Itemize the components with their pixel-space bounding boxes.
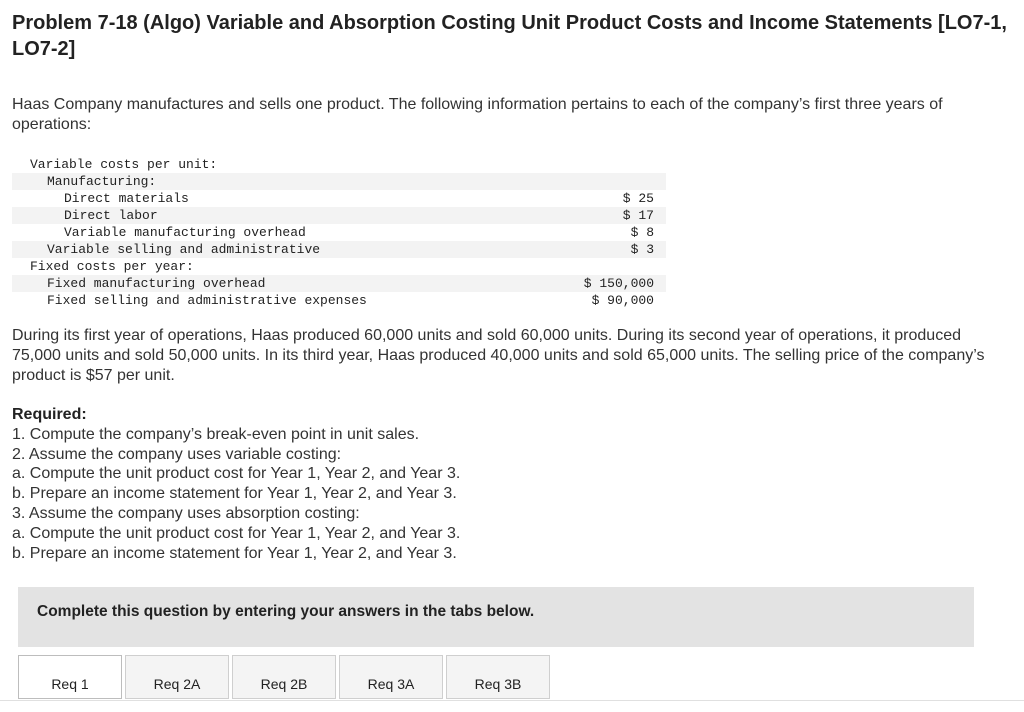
operations-paragraph: During its first year of operations, Haas produced 60,000 units and sold 60,000 units. During its second year of operations, it produced 75,000 units and sold 50,000 units. In its third year, Haas produced 40,000 units and sold 65,000 units. The selling price of the company’s product is $57 per unit.: [12, 327, 985, 384]
required-item: b. Prepare an income statement for Year 1, Year 2, and Year 3.: [12, 544, 457, 562]
required-heading: Required:: [12, 406, 87, 423]
fixed-costs-header: Fixed costs per year:: [30, 259, 194, 274]
table-row: [12, 275, 666, 292]
required-item: 1. Compute the company’s break-even point in unit sales.: [12, 425, 420, 443]
table-row: [12, 224, 666, 241]
tab-req-3b[interactable]: Req 3B: [446, 655, 550, 699]
intro-text: Haas Company manufactures and sells one product. The following information pertains to each of the company’s first three years of operations:: [12, 96, 943, 133]
required-item: b. Prepare an income statement for Year 1, Year 2, and Year 3.: [12, 485, 457, 503]
variable-mfg-overhead-label: Variable manufacturing overhead: [64, 225, 306, 240]
table-row: [12, 258, 666, 275]
variable-sga-label: Variable selling and administrative: [47, 242, 321, 257]
table-row: [12, 207, 666, 224]
tab-req-1[interactable]: Req 1: [18, 655, 122, 699]
variable-mfg-overhead-value: $ 8: [630, 225, 654, 240]
instruction-text: Complete this question by entering your answers in the tabs below.: [37, 603, 535, 620]
variable-costs-header: Variable costs per unit:: [30, 157, 218, 172]
divider: [0, 700, 1024, 701]
required-item: 2. Assume the company uses variable costing:: [12, 445, 342, 463]
tab-req-2b[interactable]: Req 2B: [232, 655, 336, 699]
direct-labor-label: Direct labor: [64, 208, 158, 223]
tab-req-3a[interactable]: Req 3A: [339, 655, 443, 699]
fixed-mfg-overhead-value: $ 150,000: [583, 276, 654, 291]
direct-materials-value: $ 25: [622, 191, 654, 206]
required-section: [12, 405, 712, 563]
problem-title: Problem 7-18 (Algo) Variable and Absorption Costing Unit Product Costs and Income Statements [LO7-1, LO7-2]: [12, 12, 1007, 60]
manufacturing-header: Manufacturing:: [47, 174, 157, 189]
required-item: a. Compute the unit product cost for Year 1, Year 2, and Year 3.: [12, 524, 461, 542]
table-row: [12, 156, 666, 173]
tab-req-2a[interactable]: Req 2A: [125, 655, 229, 699]
direct-labor-value: $ 17: [622, 208, 654, 223]
fixed-mfg-overhead-label: Fixed manufacturing overhead: [47, 276, 266, 291]
variable-sga-value: $ 3: [630, 242, 654, 257]
table-row: [12, 190, 666, 207]
table-row: [12, 173, 666, 190]
required-item: 3. Assume the company uses absorption costing:: [12, 504, 360, 522]
instruction-banner: [18, 587, 974, 647]
table-row: [12, 241, 666, 258]
table-row: [12, 292, 666, 309]
cost-data-table: [12, 156, 666, 309]
fixed-sga-value: $ 90,000: [591, 293, 654, 308]
required-item: a. Compute the unit product cost for Year 1, Year 2, and Year 3.: [12, 465, 461, 483]
direct-materials-label: Direct materials: [64, 191, 189, 206]
fixed-sga-label: Fixed selling and administrative expenses: [47, 293, 367, 308]
